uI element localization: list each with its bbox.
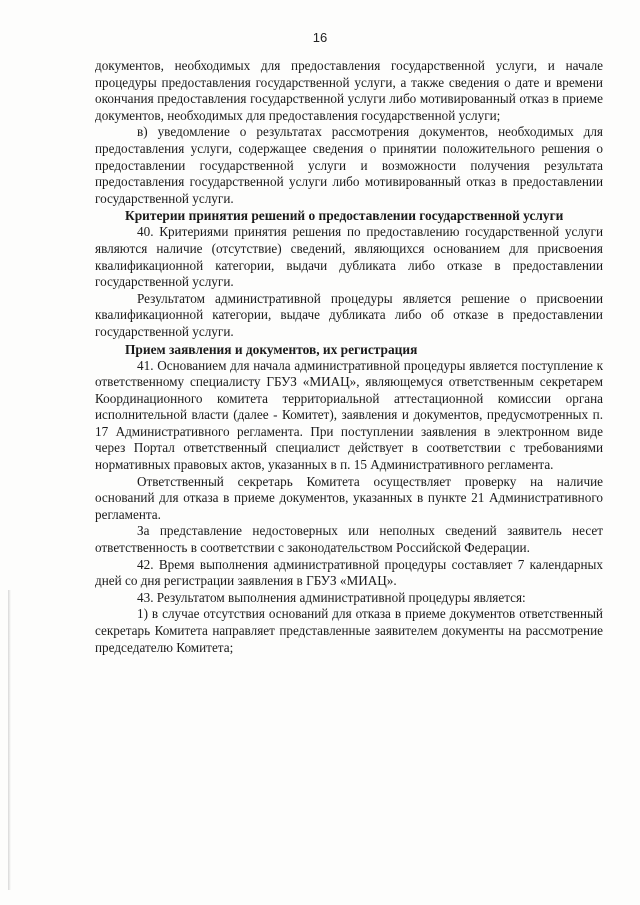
- section-heading-reception: Прием заявления и документов, их регистрация: [125, 341, 418, 357]
- paragraph-41: 41. Основанием для начала административной процедуры является поступление к ответственному специалисту ГБУЗ «МИАЦ», являющемуся ответственным секретарем Координационного комитета территориальной аттестационной комиссии органа исполнительной власти (далее - Комитет), заявления и документов, предусмотренных п. 17 Административного регламента. При поступлении заявления в электронном виде через Портал ответственный специалист действует в соответствии с требованиями нормативных правовых актов, указанных в п. 15 Административного регламента.: [95, 357, 603, 473]
- paragraph-42: 42. Время выполнения административной процедуры составляет 7 календарных дней со дня регистрации заявления в ГБУЗ «МИАЦ».: [95, 556, 603, 589]
- scan-edge-shadow: [8, 590, 11, 890]
- paragraph-43: 43. Результатом выполнения административной процедуры является:: [137, 589, 526, 605]
- paragraph-secretary-check: Ответственный секретарь Комитета осуществляет проверку на наличие оснований для отказа в приеме документов, указанных в пункте 21 Административного регламента.: [95, 473, 603, 522]
- paragraph-result-criteria: Результатом административной процедуры является решение о присвоении квалификационной категории, выдаче дубликата либо об отказе в предоставлении государственной услуги.: [95, 290, 603, 339]
- paragraph-responsibility: За представление недостоверных или неполных сведений заявитель несет ответственность в соответствии с законодательством Российской Федерации.: [95, 523, 603, 556]
- paragraph-continuation: документов, необходимых для предоставления государственной услуги, и начале процедуры предоставления государственной услуги, а также сведения о дате и времени окончания предоставления государственной услуги либо мотивированный отказ в приеме документов, необходимых для предоставления государственной услуги;: [95, 58, 603, 123]
- page-number: 16: [312, 30, 328, 45]
- document-body: [95, 58, 603, 656]
- paragraph-40: 40. Критериями принятия решения по предоставлению государственной услуги являются наличие (отсутствие) сведений, являющихся основанием для присвоения квалификационной категории, выдачи дубликата либо отказе в предоставлении государственной услуги.: [95, 224, 603, 290]
- paragraph-item-v: в) уведомление о результатах рассмотрения документов, необходимых для предоставления услуги, содержащее сведения о принятии положительного решения о предоставлении государственной услуги и возможности получения результата предоставления государственной услуги либо мотивированный отказ в предоставлении государственной услуги.: [95, 124, 603, 206]
- section-heading-criteria: Критерии принятия решений о предоставлении государственной услуги: [125, 208, 564, 224]
- paragraph-43-item-1: 1) в случае отсутствия оснований для отказа в приеме документов ответственный секретарь Комитета направляет представленные заявителем документы на рассмотрение председателю Комитета;: [95, 606, 603, 655]
